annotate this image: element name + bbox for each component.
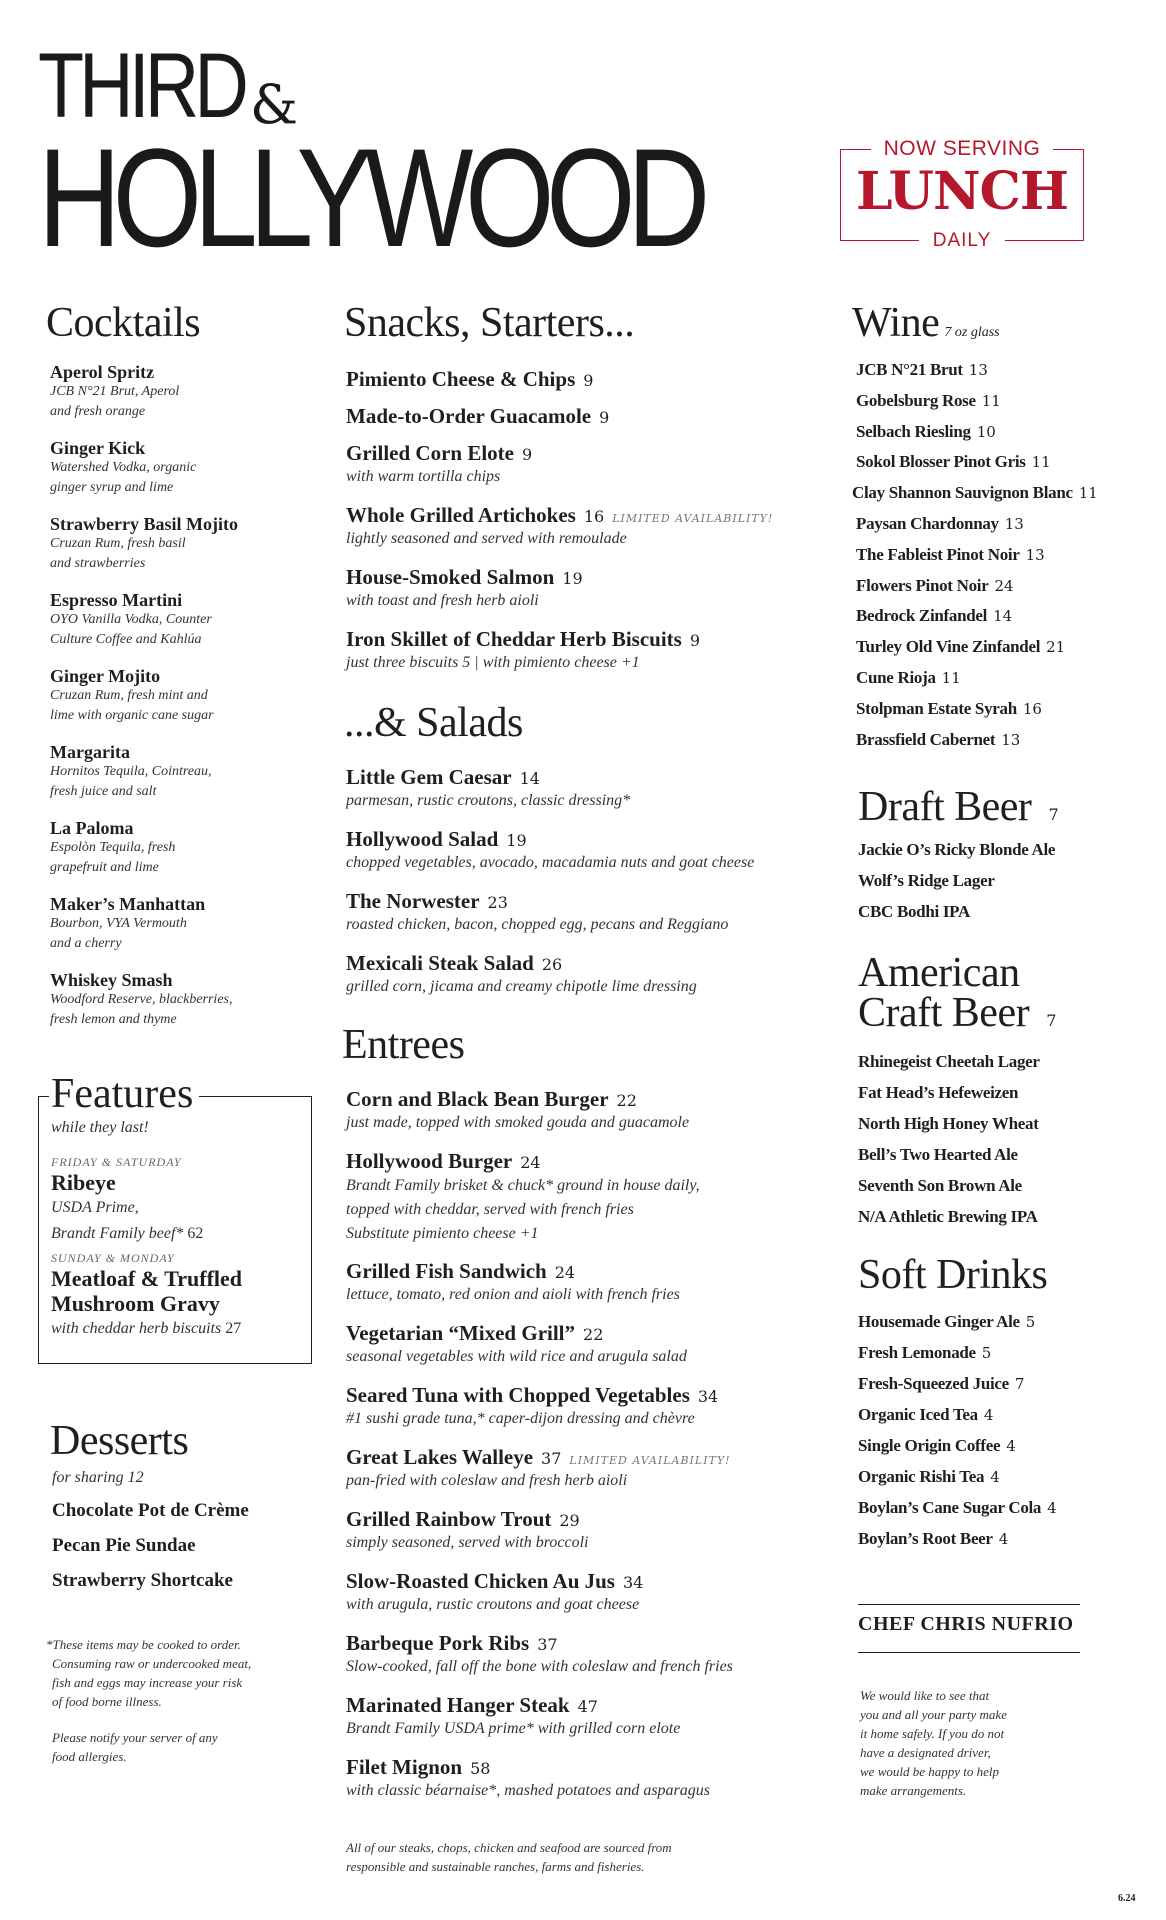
list-item: Bedrock Zinfandel 14 <box>856 606 1013 626</box>
wine-list <box>852 360 1098 760</box>
list-item: Great Lakes Walleye 37 LIMITED AVAILABILITY! pan-fried with coleslaw and fresh herb aioli <box>346 1445 731 1489</box>
list-item: Hollywood Burger 24 Brandt Family brisket & chuck* ground in house daily, topped with cheddar, served with french fries Substitute pimiento cheese +1 <box>346 1149 700 1242</box>
list-item: Made-to-Order Guacamole 9 <box>346 404 610 428</box>
lunch-badge <box>840 137 1084 251</box>
list-item: Pimiento Cheese & Chips 9 <box>346 367 594 391</box>
chef-rule-top <box>858 1604 1080 1605</box>
list-item: Boylan’s Cane Sugar Cola 4 <box>858 1498 1057 1517</box>
salads-list <box>346 764 754 1012</box>
feature-name: Meatloaf & Truffled <box>51 1266 243 1291</box>
craft-list <box>858 1052 1040 1238</box>
desserts-list <box>52 1500 249 1605</box>
feature-price: 62 <box>187 1225 204 1242</box>
list-item: Strawberry Shortcake <box>52 1570 233 1591</box>
list-item: Seared Tuna with Chopped Vegetables 34 #1 sushi grade tuna,* caper-dijon dressing and chèvre <box>346 1383 719 1427</box>
list-item: Barbeque Pork Ribs 37 Slow-cooked, fall off the bone with coleslaw and french fries <box>346 1631 733 1675</box>
wine-subtitle: 7 oz glass <box>944 325 1000 340</box>
list-item: Slow-Roasted Chicken Au Jus 34 with arugula, rustic croutons and goat cheese <box>346 1569 644 1613</box>
logo-third: THIRD <box>38 35 244 137</box>
desserts-heading: Desserts <box>50 1418 189 1464</box>
list-item: Wolf’s Ridge Lager <box>858 871 995 890</box>
list-item: JCB N°21 Brut 13 <box>856 360 988 379</box>
sourcing-note: All of our steaks, chops, chicken and seafood are sourced from responsible and sustainable ranches, farms and fisheries. <box>346 1840 672 1874</box>
chef-name: CHEF CHRIS NUFRIO <box>858 1613 1074 1635</box>
feature-item: SUNDAY & MONDAY Meatloaf & Truffled Mushroom Gravy with cheddar herb biscuits 27 <box>51 1251 301 1342</box>
soft-drinks-list <box>858 1312 1057 1560</box>
list-item: Seventh Son Brown Ale <box>858 1176 1022 1195</box>
list-item: Aperol Spritz JCB N°21 Brut, Aperol and fresh orange <box>50 362 180 419</box>
list-item: Grilled Corn Elote 9 with warm tortilla chips <box>346 441 533 485</box>
allergy-notice: Please notify your server of any food allergies. <box>52 1730 218 1764</box>
list-item: Filet Mignon 58 with classic béarnaise*, mashed potatoes and asparagus <box>346 1755 710 1799</box>
lunch-badge-bottom: DAILY <box>919 230 1005 252</box>
list-item: Ginger Kick Watershed Vodka, organic ginger syrup and lime <box>50 438 197 495</box>
lunch-badge-top: NOW SERVING <box>871 137 1053 161</box>
list-item: N/A Athletic Brewing IPA <box>858 1207 1038 1226</box>
list-item: Fresh Lemonade 5 <box>858 1343 992 1362</box>
list-item: Fresh-Squeezed Juice 7 <box>858 1374 1025 1393</box>
list-item: Mexicali Steak Salad 26 grilled corn, jicama and creamy chipotle lime dressing <box>346 951 697 995</box>
availability-badge: LIMITED AVAILABILITY! <box>612 512 774 525</box>
feature-name: Mushroom Gravy <box>51 1291 220 1316</box>
list-item: Organic Rishi Tea 4 <box>858 1467 1000 1486</box>
feature-day: FRIDAY & SATURDAY <box>51 1155 182 1169</box>
list-item: Paysan Chardonnay 13 <box>856 513 1024 533</box>
craft-heading-group <box>858 990 1056 1036</box>
entrees-list <box>346 1086 733 1816</box>
feature-day: SUNDAY & MONDAY <box>51 1251 175 1265</box>
list-item: Cune Rioja 11 <box>856 667 961 687</box>
list-item: Bell’s Two Hearted Ale <box>858 1145 1018 1164</box>
list-item: Fat Head’s Hefeweizen <box>858 1083 1019 1102</box>
list-item: Whole Grilled Artichokes 16 LIMITED AVAILABILITY! lightly seasoned and served with remoulade <box>346 503 774 547</box>
list-item: Hollywood Salad 19 chopped vegetables, avocado, macadamia nuts and goat cheese <box>346 827 755 871</box>
list-item: Selbach Riesling 10 <box>856 421 996 441</box>
list-item: Stolpman Estate Syrah 16 <box>856 698 1042 718</box>
list-item: Grilled Fish Sandwich 24 lettuce, tomato, red onion and aioli with french fries <box>346 1259 680 1303</box>
list-item: CBC Bodhi IPA <box>858 902 970 921</box>
logo-hollywood: HOLLYWOOD <box>38 119 702 276</box>
list-item: House-Smoked Salmon 19 with toast and fresh herb aioli <box>346 565 583 609</box>
designated-driver-note: We would like to see that you and all your party make it home safely. If you do not have a designated driver, we would be happy to help make arrangements. <box>860 1688 1007 1798</box>
list-item: Ginger Mojito Cruzan Rum, fresh mint and lime with organic cane sugar <box>50 666 214 723</box>
cocktails-heading: Cocktails <box>46 300 201 346</box>
list-item: Jackie O’s Ricky Blonde Ale <box>858 840 1056 859</box>
list-item: Boylan’s Root Beer 4 <box>858 1529 1009 1548</box>
desserts-subtitle: for sharing 12 <box>52 1469 144 1486</box>
list-item: Iron Skillet of Cheddar Herb Biscuits 9 just three biscuits 5 | with pimiento cheese +1 <box>346 627 701 671</box>
craft-price: 7 <box>1046 1011 1057 1030</box>
list-item: Grilled Rainbow Trout 29 simply seasoned, served with broccoli <box>346 1507 589 1551</box>
list-item: North High Honey Wheat <box>858 1114 1039 1133</box>
craft-heading-line1: American <box>858 950 1020 996</box>
wine-heading-group <box>852 300 1000 346</box>
list-item: Single Origin Coffee 4 <box>858 1436 1016 1455</box>
snacks-list <box>346 366 773 688</box>
craft-heading-line2: Craft Beer <box>858 990 1030 1036</box>
features-heading: Features <box>49 1071 199 1117</box>
draft-heading-group <box>858 784 1059 830</box>
list-item: Whiskey Smash Woodford Reserve, blackberries, fresh lemon and thyme <box>50 970 233 1027</box>
feature-item: FRIDAY & SATURDAY Ribeye USDA Prime, Brandt Family beef* 62 <box>51 1155 301 1247</box>
draft-list <box>858 840 1055 933</box>
list-item: Maker’s Manhattan Bourbon, VYA Vermouth and a cherry <box>50 894 206 951</box>
version-code: 6.24 <box>1118 1893 1136 1904</box>
list-item: Housemade Ginger Ale 5 <box>858 1312 1036 1331</box>
entrees-heading: Entrees <box>342 1022 465 1068</box>
list-item: Little Gem Caesar 14 parmesan, rustic croutons, classic dressing* <box>346 765 631 809</box>
list-item: Margarita Hornitos Tequila, Cointreau, fresh juice and salt <box>50 742 212 799</box>
raw-food-notice: *These items may be cooked to order. Consuming raw or undercooked meat, fish and eggs may increase your risk of food borne illness. <box>46 1637 252 1709</box>
draft-price: 7 <box>1048 805 1059 824</box>
soft-drinks-heading: Soft Drinks <box>858 1252 1048 1298</box>
list-item: Turley Old Vine Zinfandel 21 <box>856 637 1066 657</box>
chef-rule-bottom <box>858 1652 1080 1653</box>
list-item: Gobelsburg Rose 11 <box>856 390 1001 410</box>
list-item: Clay Shannon Sauvignon Blanc 11 <box>852 483 1098 503</box>
list-item: Rhinegeist Cheetah Lager <box>858 1052 1040 1071</box>
snacks-heading: Snacks, Starters... <box>344 300 635 346</box>
availability-badge: LIMITED AVAILABILITY! <box>569 1454 731 1467</box>
list-item: Organic Iced Tea 4 <box>858 1405 994 1424</box>
feature-price: 27 <box>225 1320 242 1337</box>
list-item: Strawberry Basil Mojito Cruzan Rum, fresh basil and strawberries <box>50 514 238 571</box>
list-item: Espresso Martini OYO Vanilla Vodka, Counter Culture Coffee and Kahlúa <box>50 590 212 647</box>
list-item: Corn and Black Bean Burger 22 just made, topped with smoked gouda and guacamole <box>346 1087 690 1131</box>
features-subtitle: while they last! <box>51 1119 149 1136</box>
list-item: Brassfield Cabernet 13 <box>856 729 1021 749</box>
wine-heading: Wine <box>852 300 940 346</box>
list-item: Marinated Hanger Steak 47 Brandt Family USDA prime* with grilled corn elote <box>346 1693 681 1737</box>
list-item: Flowers Pinot Noir 24 <box>856 575 1014 595</box>
list-item: La Paloma Espolòn Tequila, fresh grapefruit and lime <box>50 818 176 875</box>
list-item: The Fableist Pinot Noir 13 <box>856 544 1045 564</box>
features-box <box>38 1071 312 1364</box>
cocktails-list <box>50 362 300 1046</box>
list-item: Pecan Pie Sundae <box>52 1535 196 1556</box>
draft-heading: Draft Beer <box>858 784 1032 830</box>
list-item: Chocolate Pot de Crème <box>52 1500 249 1521</box>
list-item: The Norwester 23 roasted chicken, bacon, chopped egg, pecans and Reggiano <box>346 889 729 933</box>
feature-name: Ribeye <box>51 1170 116 1195</box>
list-item: Vegetarian “Mixed Grill” 22 seasonal vegetables with wild rice and arugula salad <box>346 1321 687 1365</box>
lunch-badge-main: LUNCH <box>855 161 1069 222</box>
salads-heading: ...& Salads <box>344 700 523 746</box>
list-item: Sokol Blosser Pinot Gris 11 <box>856 452 1051 472</box>
logo-ampersand: & <box>250 73 299 136</box>
